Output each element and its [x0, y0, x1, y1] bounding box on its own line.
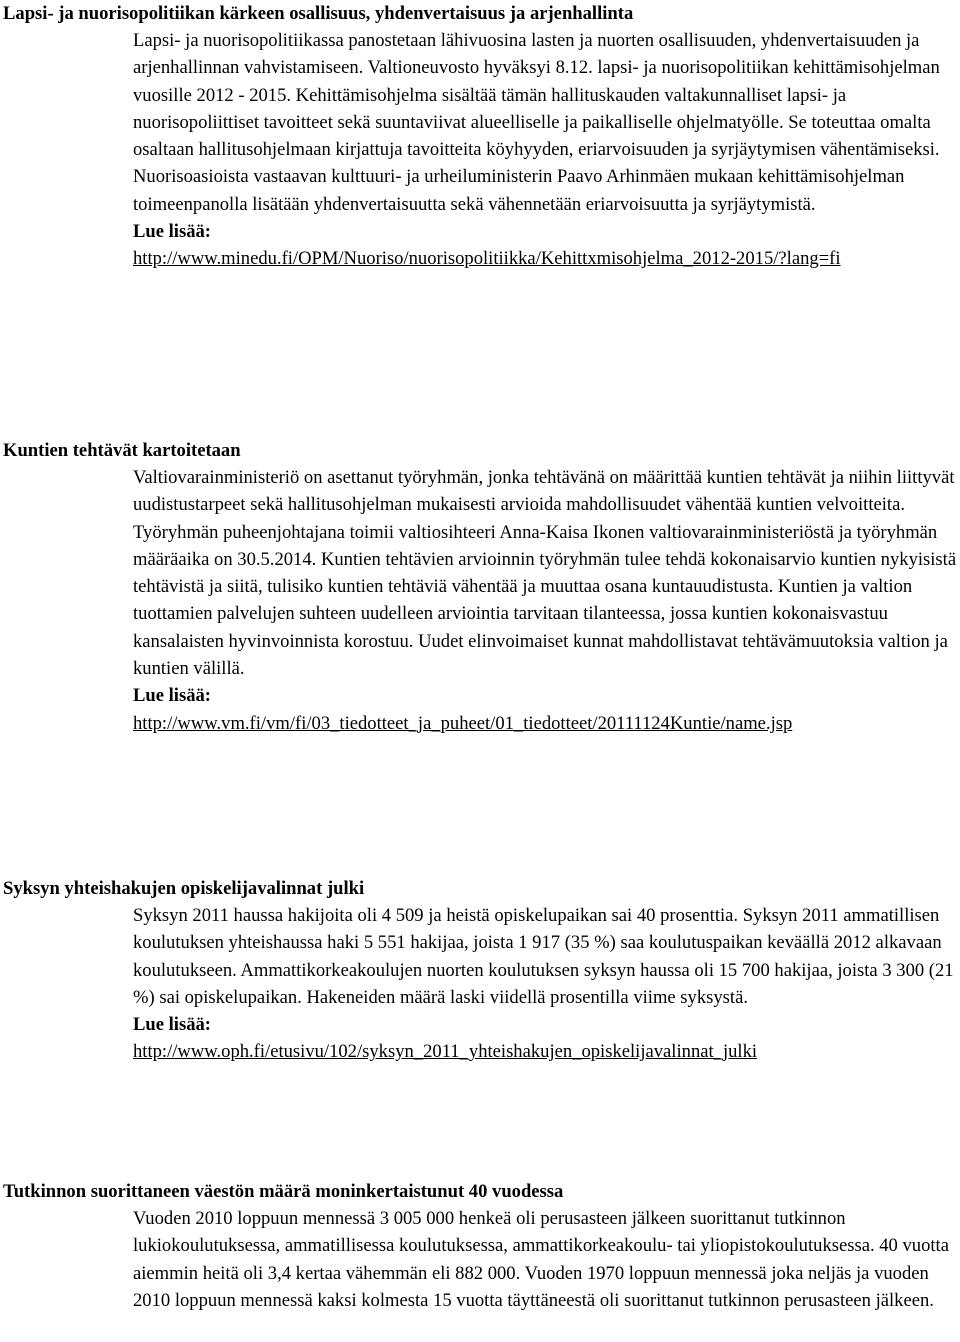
read-more-link[interactable]: http://www.minedu.fi/OPM/Nuoriso/nuorisopolitiikka/Kehittxmisohjelma_2012-2015/?lang=fi: [133, 248, 841, 270]
read-more-link[interactable]: http://www.oph.fi/etusivu/102/syksyn_2011_yhteishakujen_opiskelijavalinnat_julki: [133, 1041, 758, 1063]
news-item-municipal-tasks: [3, 437, 958, 737]
news-paragraph: Valtiovarainministeriö on asettanut työryhmän, jonka tehtävänä on määrittää kuntien tehtävät ja niihin liittyvät uudistustarpeet sekä hallitusohjelman mukaisesti arvioida mahdollisuudet vähentää kuntien velvoitteita. Työryhmän puheenjohtajana toimii valtiosihteeri Anna-Kaisa Ikonen valtiovarainministeriöstä ja työryhmän määräaika on 30.5.2014. Kuntien tehtävien arvioinnin työryhmän tulee tehdä kokonaisarvio kuntien nykyisistä tehtävistä ja siitä, tulisiko kuntien tehtäviä vähentää ja muuttaa osana kuntauudistusta. Kuntien ja valtion tuottamien palvelujen suhteen uudelleen arviointia tarvitaan tilanteessa, jossa kuntien kokonaisvastuu kansalaisten hyvinvoinnista korostuu. Uudet elinvoimaiset kunnat mahdollistavat tehtävämuutoksia valtion ja kuntien välillä.: [133, 467, 957, 680]
read-more-link[interactable]: http://www.vm.fi/vm/fi/03_tiedotteet_ja_puheet/01_tiedotteet/20111124Kuntie/name.jsp: [133, 712, 793, 734]
news-paragraph: Vuoden 2010 loppuun mennessä 3 005 000 henkeä oli perusasteen jälkeen suorittanut tutkinnon lukiokoulutuksessa, ammatillisessa koulutuksessa, ammattikorkeakoulu- tai yliopistokoulutuksessa. 40 vuotta aiemmin heitä oli 3,4 kertaa vähemmän eli 882 000. Vuoden 1970 loppuun mennessä joka neljäs ja vuoden 2010 loppuun mennessä kaksi kolmesta 15 vuotta täyttäneestä oli suorittanut tutkinnon perusasteen jälkeen.: [133, 1208, 949, 1311]
read-more-label: Lue lisää:: [133, 221, 211, 243]
news-title: Syksyn yhteishakujen opiskelijavalinnat julki: [3, 878, 365, 899]
news-item-student-admissions: [3, 875, 958, 1066]
news-item-degree-population: [3, 1178, 958, 1314]
read-more-label: Lue lisää:: [133, 685, 211, 707]
news-title: Tutkinnon suorittaneen väestön määrä moninkertaistunut 40 vuodessa: [3, 1181, 564, 1202]
news-item-youth-policy: [3, 0, 958, 273]
news-paragraph: Lapsi- ja nuorisopolitiikassa panostetaan lähivuosina lasten ja nuorten osallisuuden, yhdenvertaisuuden ja arjenhallinnan vahvistamiseen. Valtioneuvosto hyväksyi 8.12. lapsi- ja nuorisopolitiikan kehittämisohjelman vuosille 2012 - 2015. Kehittämisohjelma sisältää tämän hallituskauden valtakunnalliset lapsi- ja nuorisopoliittiset tavoitteet sekä suuntaviivat alueelliselle ja paikalliselle ohjelmatyölle. Se toteuttaa omalta osaltaan hallitusohjelmaan kirjattuja tavoitteita köyhyyden, eriarvoisuuden ja syrjäytymisen vähentämiseksi. Nuorisoasioista vastaavan kulttuuri- ja urheiluministerin Paavo Arhinmäen mukaan kehittämisohjelman toimeenpanolla lisätään yhdenvertaisuutta sekä vähennetään eriarvoisuutta ja syrjäytymistä.: [133, 30, 940, 215]
news-title: Lapsi- ja nuorisopolitiikan kärkeen osallisuus, yhdenvertaisuus ja arjenhallinta: [3, 3, 634, 24]
news-title: Kuntien tehtävät kartoitetaan: [3, 440, 241, 461]
news-paragraph: Syksyn 2011 haussa hakijoita oli 4 509 ja heistä opiskelupaikan sai 40 prosenttia. Syksyn 2011 ammatillisen koulutuksen yhteishaussa haki 5 551 hakijaa, joista 1 917 (35 %) saa koulutuspaikan keväällä 2012 alkavaan koulutukseen. Ammattikorkeakoulujen nuorten koulutuksen syksyn haussa oli 15 700 hakijaa, joista 3 300 (21 %) sai opiskelupaikan. Hakeneiden määrä laski viidellä prosentilla viime syksystä.: [133, 905, 954, 1008]
read-more-label: Lue lisää:: [133, 1014, 211, 1036]
